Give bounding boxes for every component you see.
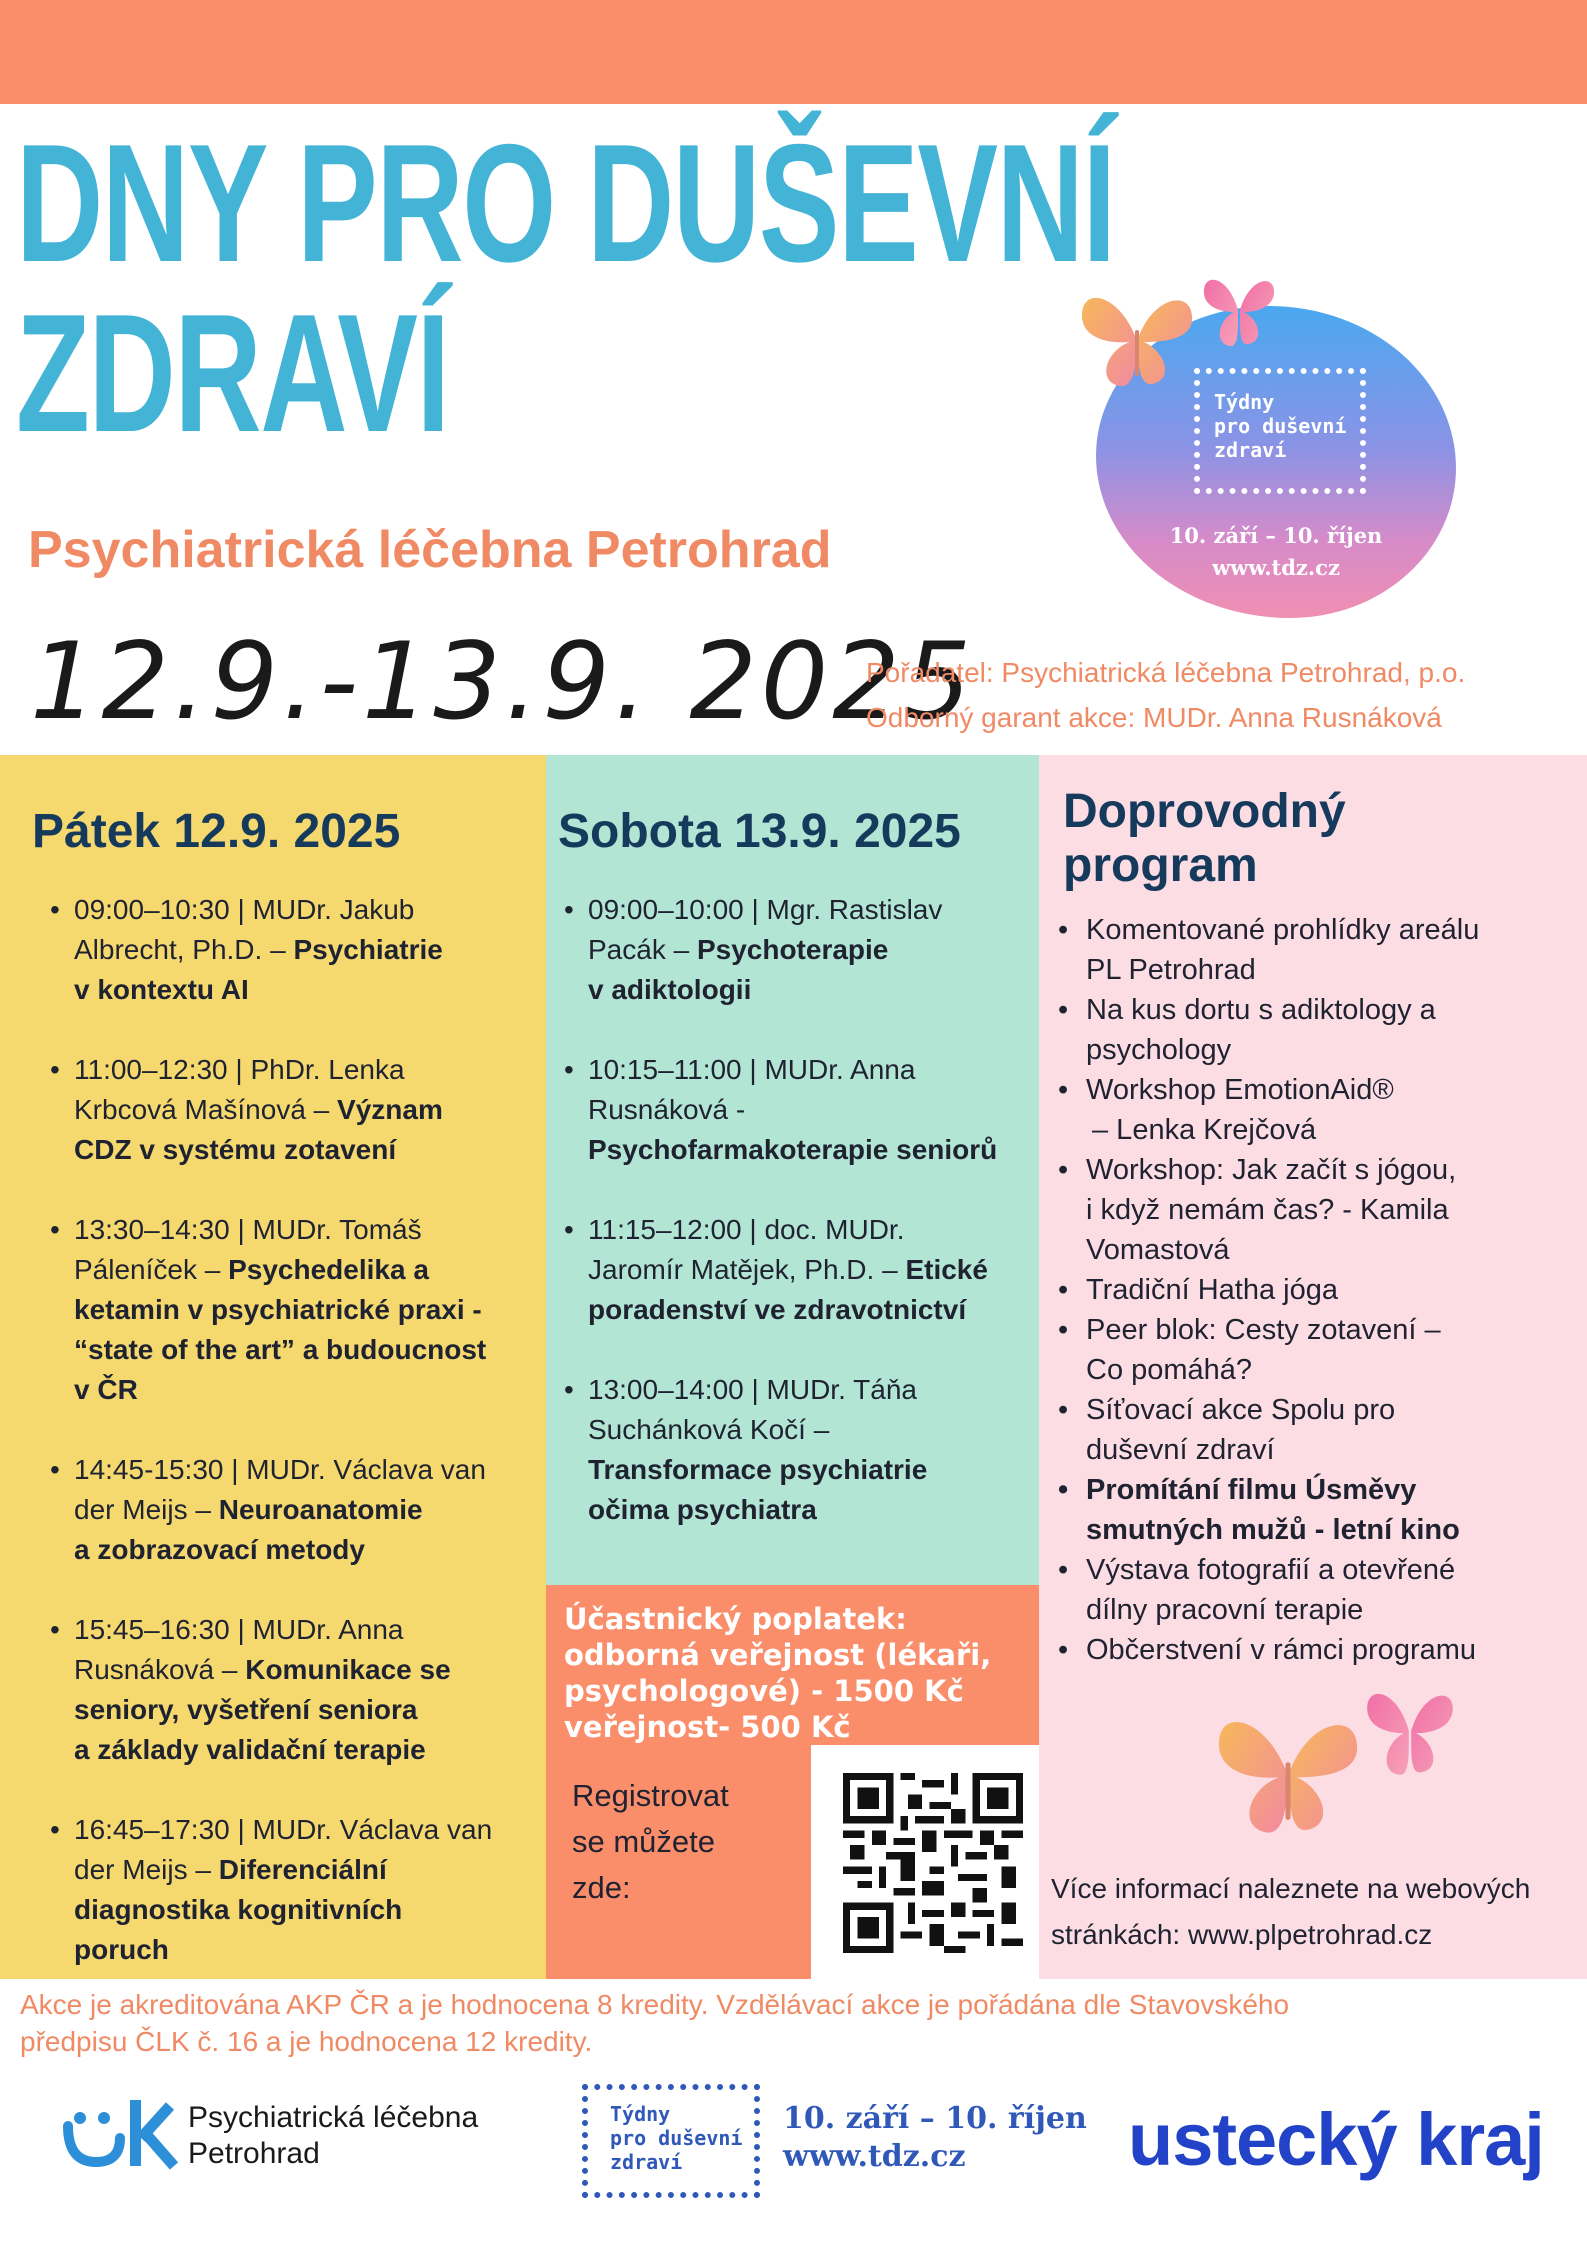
item-time-speaker: 13:00–14:00 | MUDr. Táňa — [588, 1374, 917, 1405]
footer-tdz-info — [783, 2100, 1087, 2176]
list-item — [1056, 1310, 1576, 1390]
schedule-item — [564, 890, 1034, 1010]
pl-logo-line-1: Psychiatrická léčebna — [188, 2101, 479, 2134]
list-item — [1056, 1150, 1576, 1270]
saturday-heading: Sobota 13.9. 2025 — [558, 805, 961, 858]
item-talk: Etické — [905, 1254, 988, 1285]
list-item-line: Co pomáhá? — [1086, 1354, 1253, 1386]
accreditation-line-1: Akce je akreditována AKP ČR a je hodnocena 8 kredity. Vzdělávací akce je pořádána dle Stavovského — [20, 1989, 1290, 2020]
item-talk-cont: v adiktologii — [588, 974, 752, 1005]
item-talk: Neuroanatomie — [218, 1494, 423, 1525]
item-time-speaker: 11:15–12:00 | doc. MUDr. — [588, 1214, 905, 1245]
list-item-line: • Tradiční Hatha jóga — [1086, 1274, 1339, 1306]
fee-box — [546, 1585, 1039, 1979]
subtitle: Psychiatrická léčebna Petrohrad — [28, 521, 832, 579]
list-item — [1056, 1550, 1576, 1630]
item-speaker: Páleníček – — [74, 1254, 229, 1285]
footer-tdz-dates: 10. září – 10. říjen — [783, 2101, 1087, 2136]
item-talk-cont: diagnostika kognitivních — [74, 1894, 403, 1925]
item-talk: Význam — [337, 1094, 443, 1125]
list-item-line: • Peer blok: Cesty zotavení – — [1086, 1314, 1441, 1346]
item-talk-cont: Transformace psychiatrie — [588, 1454, 928, 1485]
schedule-item — [50, 1450, 546, 1570]
list-item-line: smutných mužů - letní kino — [1086, 1514, 1460, 1546]
list-item-line: • Komentované prohlídky areálu — [1086, 914, 1480, 946]
organizer-info — [866, 650, 1465, 740]
list-item-line: • Výstava fotografií a otevřené — [1086, 1554, 1456, 1586]
list-item — [1056, 1630, 1576, 1670]
badge-logo-line-3: zdraví — [1214, 438, 1287, 462]
item-time-speaker: 11:00–12:30 | PhDr. Lenka — [74, 1054, 405, 1085]
fee-line-2: odborná veřejnost (lékaři, — [564, 1638, 992, 1672]
extra-program-list — [1056, 910, 1576, 1670]
event-dates: 12.9.-13.9. 2025 — [30, 620, 976, 743]
item-talk-cont: a zobrazovací metody — [74, 1534, 365, 1565]
list-item-line: • Workshop: Jak začít s jógou, — [1086, 1154, 1457, 1186]
item-speaker: der Meijs – — [74, 1854, 219, 1885]
badge-logo-line-1: Týdny — [1214, 390, 1275, 414]
item-speaker: der Meijs – — [74, 1494, 219, 1525]
footer-tdz-line-1: Týdny — [610, 2102, 671, 2126]
pl-petrohrad-logo-icon — [58, 2096, 178, 2172]
more-info-line-1: Více informací naleznete na webových — [1051, 1873, 1531, 1904]
qr-code-frame[interactable] — [811, 1745, 1039, 1979]
item-time-speaker: 13:30–14:30 | MUDr. Tomáš — [74, 1214, 422, 1245]
schedule-item — [564, 1370, 1034, 1530]
list-item — [1056, 990, 1576, 1070]
badge-dates — [1096, 520, 1456, 584]
list-item-line: Vomastová — [1086, 1234, 1230, 1266]
item-talk-cont: CDZ v systému zotavení — [74, 1134, 397, 1165]
list-item — [1056, 1270, 1576, 1310]
item-talk: Diferenciální — [218, 1854, 387, 1885]
badge-logo-line-2: pro duševní — [1214, 414, 1347, 438]
item-speaker: Suchánková Kočí – — [588, 1414, 830, 1445]
item-talk: Komunikace se — [245, 1654, 451, 1685]
item-time-speaker: 16:45–17:30 | MUDr. Václava van — [74, 1814, 493, 1845]
pl-logo-line-2: Petrohrad — [188, 2137, 320, 2170]
page-title — [16, 109, 1115, 467]
footer-tdz-logo — [582, 2084, 760, 2198]
accreditation-note — [20, 1986, 1580, 2060]
footer-tdz-line-3: zdraví — [610, 2150, 683, 2174]
item-talk-cont: v ČR — [74, 1374, 138, 1405]
saturday-column — [546, 755, 1039, 1585]
schedule-item — [50, 890, 546, 1010]
list-item-line: PL Petrohrad — [1086, 954, 1256, 986]
schedule-item — [50, 1810, 546, 1970]
more-info — [1051, 1866, 1530, 1958]
list-item — [1056, 1390, 1576, 1470]
item-speaker: Albrecht, Ph.D. – — [74, 934, 294, 965]
extra-heading — [1063, 785, 1346, 893]
list-item-line: dílny pracovní terapie — [1086, 1594, 1364, 1626]
footer-tdz-url[interactable]: www.tdz.cz — [783, 2139, 966, 2174]
item-talk-cont: seniory, vyšetření seniora — [74, 1694, 418, 1725]
schedule-item — [50, 1610, 546, 1770]
footer-tdz-line-2: pro duševní — [610, 2126, 743, 2150]
item-talk-cont: poradenství ve zdravotnictví — [588, 1294, 967, 1325]
accreditation-line-2: předpisu ČLK č. 16 a je hodnocena 12 kredity. — [20, 2026, 593, 2057]
more-info-line-2[interactable]: stránkách: www.plpetrohrad.cz — [1051, 1919, 1433, 1950]
item-talk-cont: ketamin v psychiatrické praxi - — [74, 1294, 482, 1325]
title-line-2: ZDRAVÍ — [16, 279, 449, 467]
extra-heading-line-1: Doprovodný — [1063, 785, 1346, 838]
schedule-item — [564, 1210, 1034, 1330]
list-item-line: • Občerstvení v rámci programu — [1086, 1634, 1477, 1666]
item-speaker: Rusnáková - — [588, 1094, 746, 1125]
qr-code-icon[interactable] — [843, 1773, 1023, 1953]
item-talk-cont: a základy validační terapie — [74, 1734, 426, 1765]
list-item-line: psychology — [1086, 1034, 1232, 1066]
item-time-speaker: 09:00–10:30 | MUDr. Jakub — [74, 894, 415, 925]
item-talk-cont: očima psychiatra — [588, 1494, 817, 1525]
schedule-item — [564, 1050, 1034, 1170]
organizer-line: Pořadatel: Psychiatrická léčebna Petrohrad, p.o. — [866, 657, 1466, 688]
item-speaker: Pacák – — [588, 934, 697, 965]
list-item-line: • Síťovací akce Spolu pro — [1086, 1394, 1396, 1426]
extra-heading-line-2: program — [1063, 839, 1258, 892]
badge-url: www.tdz.cz — [1212, 555, 1340, 580]
list-item-line: duševní zdraví — [1086, 1434, 1275, 1466]
item-talk-cont: Psychofarmakoterapie seniorů — [588, 1134, 998, 1165]
item-time-speaker: 14:45-15:30 | MUDr. Václava van — [74, 1454, 486, 1485]
list-item-line: i když nemám čas? - Kamila — [1086, 1194, 1449, 1226]
item-talk-cont: “state of the art” a budoucnost — [74, 1334, 487, 1365]
title-line-1: DNY PRO DUŠEVNÍ — [16, 109, 1115, 297]
badge-date-range: 10. září – 10. říjen — [1169, 523, 1383, 548]
friday-heading: Pátek 12.9. 2025 — [32, 805, 401, 858]
register-line-3: zde: — [572, 1870, 631, 1905]
item-talk-cont: poruch — [74, 1934, 169, 1965]
guarantor-line: Odborný garant akce: MUDr. Anna Rusnáková — [866, 702, 1442, 733]
ustecky-kraj-logo: ustecký kraj — [1128, 2098, 1544, 2181]
fee-text — [564, 1601, 1034, 1745]
butterfly-orange-icon — [1078, 290, 1196, 392]
pl-petrohrad-logo-text — [188, 2100, 478, 2172]
friday-column — [0, 755, 546, 1979]
list-item-line: • Promítání filmu Úsměvy — [1086, 1474, 1417, 1506]
register-line-1: Registrovat — [572, 1778, 729, 1813]
top-banner — [0, 0, 1587, 104]
list-item — [1056, 1070, 1576, 1150]
item-speaker: Jaromír Matějek, Ph.D. – — [588, 1254, 906, 1285]
list-item-line: • Workshop EmotionAid® — [1086, 1074, 1394, 1106]
badge-logo-box — [1194, 368, 1366, 494]
item-talk-cont: v kontextu AI — [74, 974, 249, 1005]
butterfly-pink-icon — [1360, 1680, 1460, 1784]
item-speaker: Rusnáková – — [74, 1654, 246, 1685]
item-time-speaker: 09:00–10:00 | Mgr. Rastislav — [588, 894, 943, 925]
schedule-item — [50, 1210, 546, 1410]
fee-line-4: veřejnost- 500 Kč — [564, 1710, 851, 1744]
schedule-item — [50, 1050, 546, 1170]
list-item — [1056, 1470, 1576, 1550]
item-time-speaker: 15:45–16:30 | MUDr. Anna — [74, 1614, 404, 1645]
item-talk: Psychoterapie — [696, 934, 889, 965]
item-talk: Psychedelika a — [228, 1254, 429, 1285]
item-speaker: Krbcová Mašínová – — [74, 1094, 338, 1125]
fee-line-3: psychologové) - 1500 Kč — [564, 1674, 964, 1708]
fee-line-1: Účastnický poplatek: — [564, 1602, 907, 1636]
list-item — [1056, 910, 1576, 990]
list-item-line: • Na kus dortu s adiktology a — [1086, 994, 1436, 1026]
item-time-speaker: 10:15–11:00 | MUDr. Anna — [588, 1054, 916, 1085]
list-item-line: – Lenka Krejčová — [1092, 1114, 1317, 1146]
butterfly-pink-icon — [1198, 270, 1280, 352]
register-text — [572, 1773, 729, 1911]
register-line-2: se můžete — [572, 1824, 716, 1859]
item-talk: Psychiatrie — [293, 934, 443, 965]
butterfly-orange-icon — [1214, 1712, 1362, 1840]
